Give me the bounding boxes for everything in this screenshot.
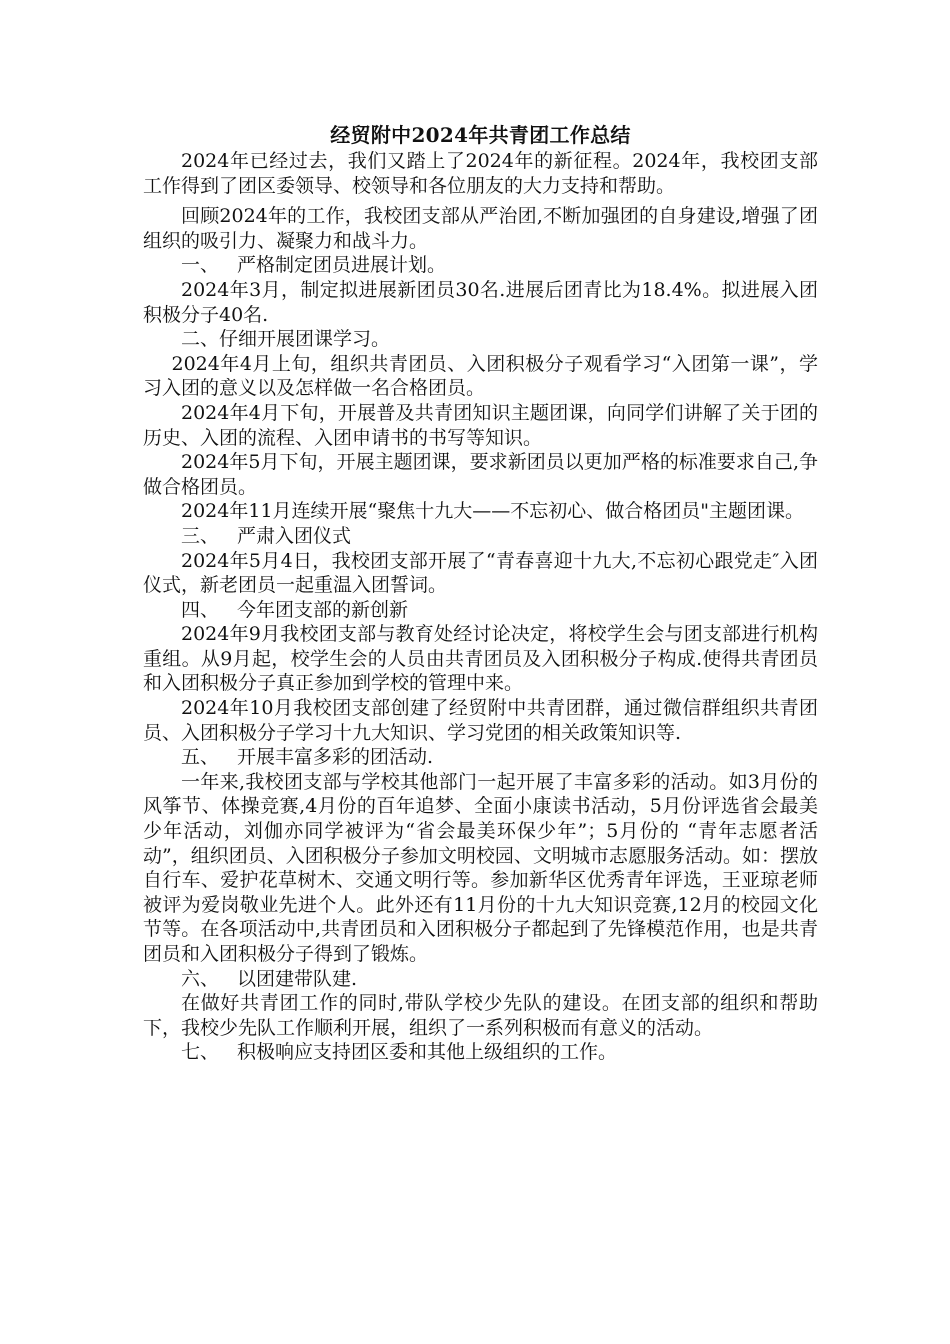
section-2-paragraph-1: 2024年4月上旬，组织共青团员、入团积极分子观看学习“入团第一课”，学习入团的意义以及怎样做一名合格团员。	[143, 352, 818, 400]
section-2-paragraph-4: 2024年11月连续开展“聚焦十九大——不忘初心、做合格团员"主题团课。	[181, 500, 804, 523]
section-6-title: 以团建带队建.	[237, 967, 358, 990]
section-4-number: 四、	[181, 598, 220, 621]
section-3-title: 严肃入团仪式	[237, 524, 352, 547]
intro-paragraph-2: 回顾2024年的工作，我校团支部从严治团,不断加强团的自身建设,增强了团组织的吸引力、凝聚力和战斗力。	[143, 205, 818, 252]
section-4-paragraph-2: 2024年10月我校团支部创建了经贸附中共青团群，通过微信群组织共青团员、入团积极分子学习十九大知识、学习党团的相关政策知识等.	[143, 697, 818, 744]
document-title: 经贸附中2024年共青团工作总结	[330, 123, 631, 147]
section-1-title: 严格制定团员进展计划。	[237, 254, 447, 277]
section-4-title: 今年团支部的新创新	[237, 598, 409, 621]
section-5-paragraph-1: 一年来,我校团支部与学校其他部门一起开展了丰富多彩的活动。如3月份的风筝节、体操竞赛,4月份的百年追梦、全面小康读书活动，5月份评选省会最美少年活动，刘伽亦同学被评为“省会最美环保少年”；5月份的 “青年志愿者活动”，组织团员、入团积极分子参加文明校园、文明城市志愿服务活动。如：摆放自行车、爱护花草树木、交通文明行等。参加新华区优秀青年评选，王亚琼老师被评为爱岗敬业先进个人。此外还有11月份的十九大知识竞赛,12月的校园文化节等。在各项活动中,共青团员和入团积极分子都起到了先锋模范作用，也是共青团员和入团积极分子得到了锻炼。	[143, 770, 818, 965]
section-4-paragraph-1: 2024年9月我校团支部与教育处经讨论决定，将校学生会与团支部进行机构重组。从9月起，校学生会的人员由共青团员及入团积极分子构成.使得共青团员和入团积极分子真正参加到学校的管理中来。	[143, 623, 818, 695]
section-5-title: 开展丰富多彩的团活动.	[237, 746, 434, 769]
section-3-number: 三、	[181, 524, 220, 547]
section-7-title: 积极响应支持团区委和其他上级组织的工作。	[237, 1041, 618, 1064]
section-3-paragraph-1: 2024年5月4日，我校团支部开展了“青春喜迎十九大,不忘初心跟党走″入团仪式，新老团员一起重温入团誓词。	[143, 549, 818, 597]
section-2-paragraph-3: 2024年5月下旬，开展主题团课，要求新团员以更加严格的标准要求自己,争做合格团员。	[143, 451, 818, 498]
section-6-heading	[143, 967, 818, 992]
section-1-paragraph-1: 2024年3月，制定拟进展新团员30名.进展后团青比为18.4%。拟进展入团积极分子40名.	[143, 278, 818, 326]
section-5-heading	[143, 745, 818, 770]
section-3-heading	[143, 524, 818, 549]
section-7-number: 七、	[181, 1041, 220, 1064]
intro-paragraph-1: 2024年已经过去，我们又踏上了2024年的新征程。2024年，我校团支部工作得到了团区委领导、校领导和各位朋友的大力支持和帮助。	[143, 150, 818, 197]
section-1-number: 一、	[181, 254, 220, 277]
section-2-paragraph-2: 2024年4月下旬，开展普及共青团知识主题团课，向同学们讲解了关于团的历史、入团的流程、入团申请书的书写等知识。	[143, 401, 818, 449]
section-6-number: 六、	[181, 967, 220, 990]
section-5-number: 五、	[181, 746, 220, 769]
section-4-heading	[143, 598, 818, 623]
document-body	[143, 122, 818, 1065]
section-2-heading: 二、仔细开展团课学习。	[181, 328, 391, 351]
section-6-paragraph-1: 在做好共青团工作的同时,带队学校少先队的建设。在团支部的组织和帮助下，我校少先队工作顺利开展，组织了一系列积极而有意义的活动。	[143, 992, 818, 1039]
section-1-heading	[143, 253, 818, 278]
section-7-heading	[143, 1040, 818, 1065]
